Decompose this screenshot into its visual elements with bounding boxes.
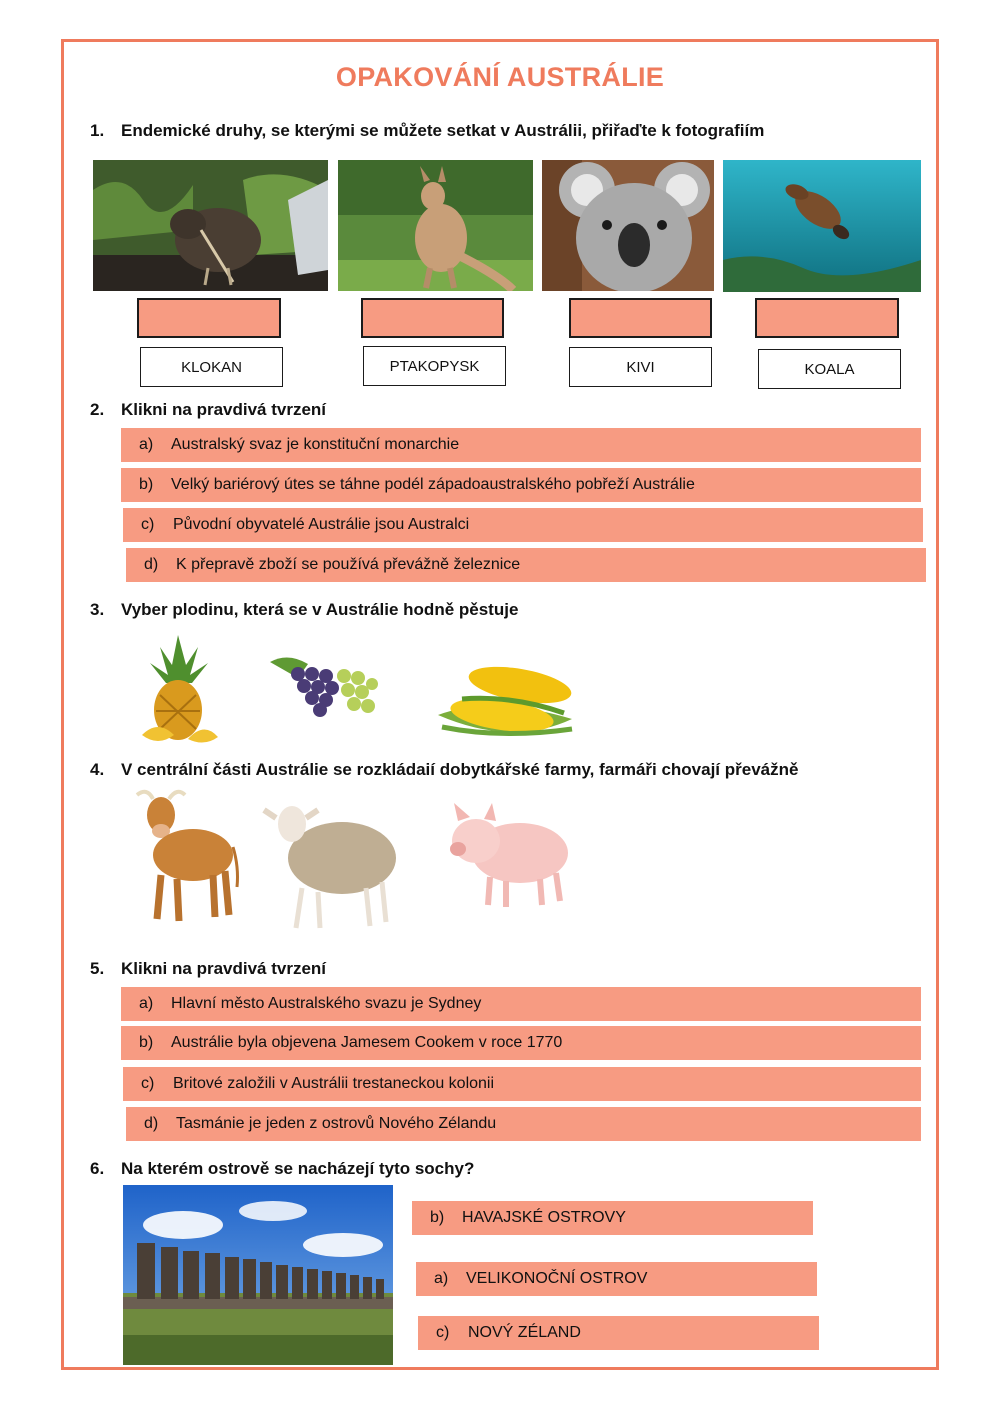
- q2-option-d[interactable]: [126, 548, 926, 582]
- option-text: VELIKONOČNÍ OSTROV: [466, 1270, 648, 1287]
- question-number: 1.: [90, 121, 105, 140]
- option-letter: b): [139, 1034, 154, 1051]
- platypus-photo: [723, 160, 921, 292]
- pig-image[interactable]: [440, 797, 575, 909]
- q5-option-d[interactable]: [126, 1107, 921, 1141]
- option-letter: c): [141, 516, 155, 533]
- option-letter: c): [436, 1324, 450, 1341]
- q5-option-c[interactable]: [123, 1067, 921, 1101]
- word-card-koala[interactable]: KOALA: [758, 349, 901, 389]
- option-text: Britové založili v Austrálii trestaneckou kolonii: [173, 1075, 495, 1092]
- question-number: 6.: [90, 1159, 105, 1178]
- option-text: Australský svaz je konstituční monarchie: [171, 436, 460, 453]
- option-text: HAVAJSKÉ OSTROVY: [462, 1209, 626, 1226]
- page-title: OPAKOVÁNÍ AUSTRÁLIE: [335, 62, 665, 92]
- kiwi-photo: [93, 160, 328, 291]
- q2-option-a[interactable]: [121, 428, 921, 462]
- question-3: [90, 600, 518, 620]
- drop-target-kangaroo[interactable]: [361, 298, 504, 338]
- grapes-image[interactable]: [268, 652, 388, 722]
- question-text: Klikni na pravdivá tvrzení: [121, 959, 327, 978]
- q5-option-b[interactable]: [121, 1026, 921, 1060]
- question-text: Na kterém ostrově se nacházejí tyto sochy?: [121, 1159, 475, 1178]
- question-text: Vyber plodinu, která se v Austrálie hodně pěstuje: [121, 600, 519, 619]
- option-letter: c): [141, 1075, 155, 1092]
- drop-target-platypus[interactable]: [755, 298, 899, 338]
- q2-option-c[interactable]: [123, 508, 923, 542]
- question-2: [90, 400, 326, 420]
- option-letter: a): [434, 1270, 449, 1287]
- sheep-image[interactable]: [262, 792, 400, 932]
- corn-image[interactable]: [432, 655, 580, 747]
- drop-target-kiwi[interactable]: [137, 298, 281, 338]
- pineapple-image[interactable]: [138, 635, 220, 747]
- q6-option-b[interactable]: [412, 1201, 813, 1235]
- question-number: 3.: [90, 600, 105, 619]
- question-5: [90, 959, 326, 979]
- question-4: [90, 760, 798, 780]
- option-letter: d): [144, 1115, 159, 1132]
- option-text: Tasmánie je jeden z ostrovů Nového Zélandu: [176, 1115, 497, 1132]
- option-text: Hlavní město Australského svazu je Sydney: [171, 995, 482, 1012]
- word-card-kivi[interactable]: KIVI: [569, 347, 712, 387]
- question-number: 4.: [90, 760, 105, 779]
- question-text: Klikni na pravdivá tvrzení: [121, 400, 327, 419]
- option-letter: a): [139, 436, 154, 453]
- option-letter: a): [139, 995, 154, 1012]
- q5-option-a[interactable]: [121, 987, 921, 1021]
- option-letter: b): [430, 1209, 445, 1226]
- question-number: 2.: [90, 400, 105, 419]
- q6-option-c[interactable]: [418, 1316, 819, 1350]
- option-text: Velký bariérový útes se táhne podél západoaustralského pobřeží Austrálie: [171, 476, 695, 493]
- kangaroo-photo: [338, 160, 533, 291]
- option-text: K přepravě zboží se používá převážně železnice: [176, 556, 521, 573]
- q6-option-a[interactable]: [416, 1262, 817, 1296]
- question-number: 5.: [90, 959, 105, 978]
- option-text: NOVÝ ZÉLAND: [468, 1324, 581, 1341]
- question-6: [90, 1159, 474, 1179]
- word-card-ptakopysk[interactable]: PTAKOPYSK: [363, 346, 506, 386]
- option-letter: b): [139, 476, 154, 493]
- question-text: V centrální části Austrálie se rozkládaií dobytkářské farmy, farmáři chovají převážně: [121, 760, 799, 779]
- moai-statues-photo: [123, 1185, 393, 1365]
- word-card-klokan[interactable]: KLOKAN: [140, 347, 283, 387]
- koala-photo: [542, 160, 714, 291]
- drop-target-koala[interactable]: [569, 298, 712, 338]
- cow-image[interactable]: [133, 787, 241, 927]
- option-text: Austrálie byla objevena Jamesem Cookem v roce 1770: [171, 1034, 563, 1051]
- q2-option-b[interactable]: [121, 468, 921, 502]
- question-1: [90, 121, 764, 141]
- question-text: Endemické druhy, se kterými se můžete setkat v Austrálii, přiřaďte k fotografiím: [121, 121, 765, 140]
- option-letter: d): [144, 556, 159, 573]
- option-text: Původní obyvatelé Austrálie jsou Australci: [173, 516, 470, 533]
